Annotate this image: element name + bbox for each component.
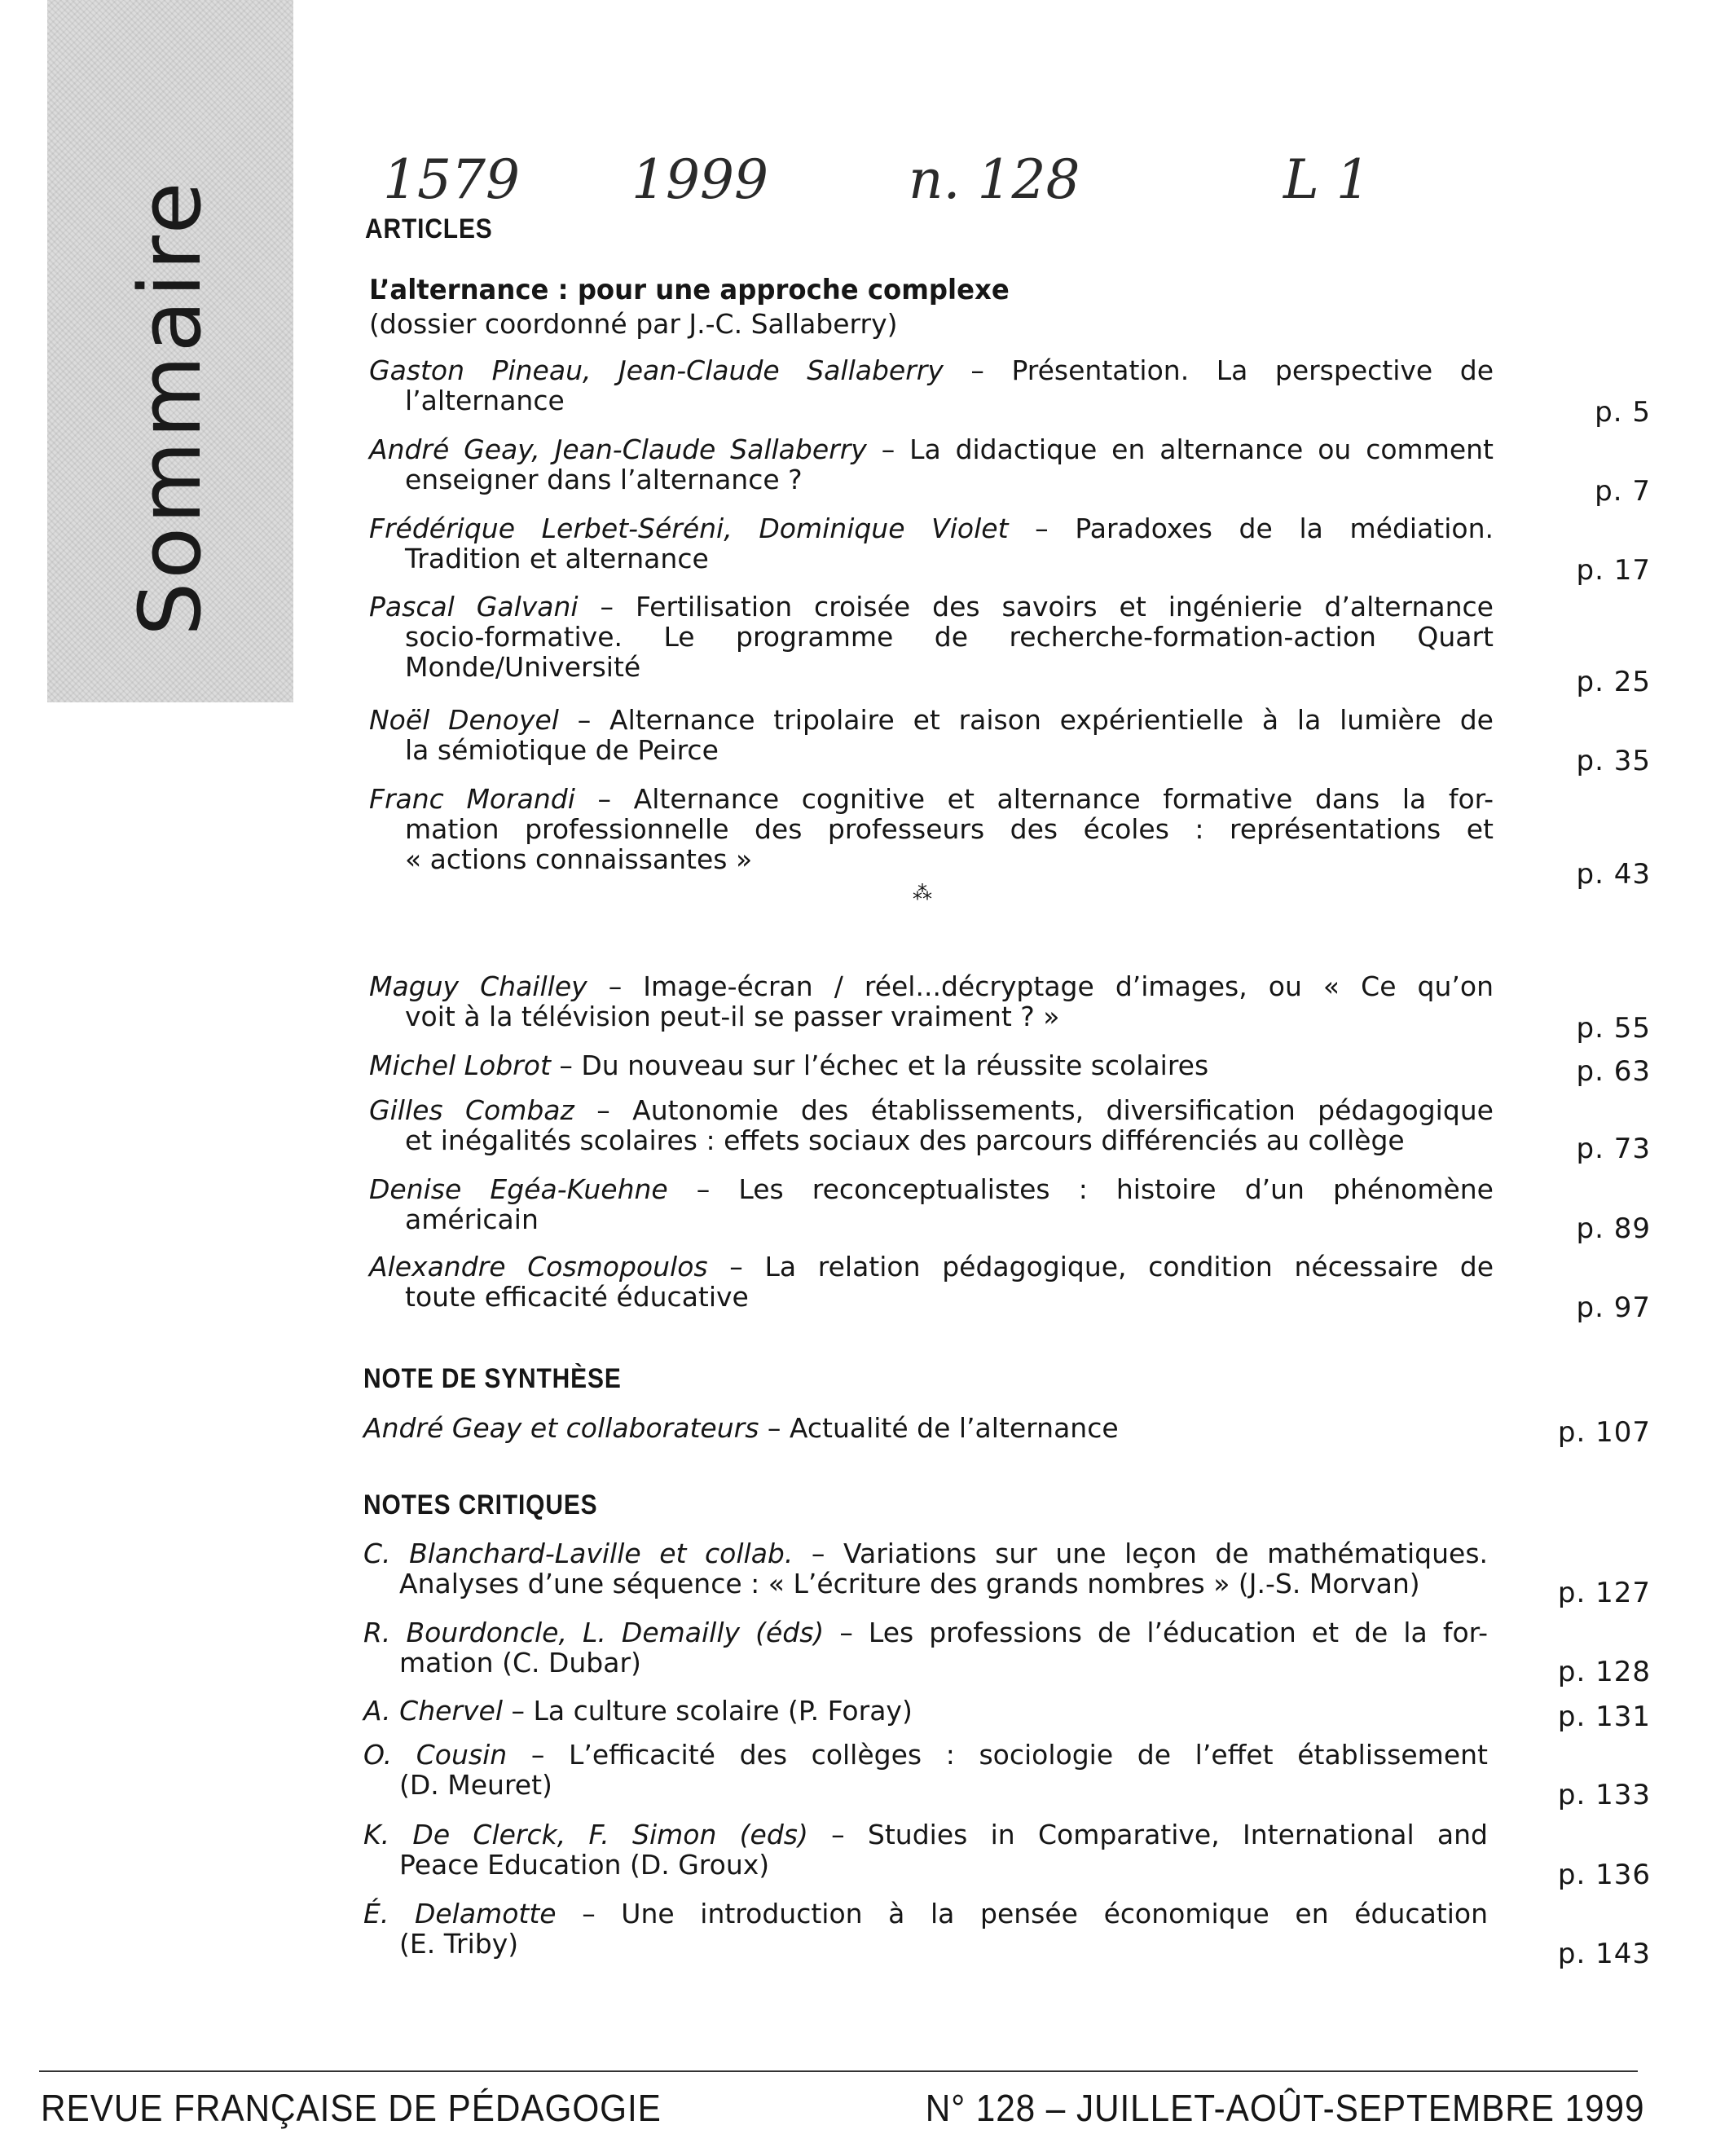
page-number: p. 17 <box>1576 554 1651 587</box>
page-number: p. 89 <box>1576 1212 1651 1245</box>
entry-title-cont: mation professionnelle des professeurs des écoles : représentations et <box>405 813 1494 845</box>
entry-title: – Autonomie des établissements, diversification pédagogique <box>574 1094 1494 1126</box>
entry-author: R. Bourdoncle, L. Demailly (éds) <box>363 1617 825 1648</box>
toc-entry <box>363 1819 1488 1880</box>
entry-title-cont: (E. Triby) <box>399 1928 519 1960</box>
section-heading-critiques: NOTES CRITIQUES <box>363 1489 598 1520</box>
entry-author: André Geay et collaborateurs <box>363 1412 759 1444</box>
entry-title: – Paradoxes de la médiation. <box>1008 513 1494 544</box>
entry-title-cont: l’alternance <box>405 385 565 416</box>
entry-author: A. Chervel <box>363 1695 503 1727</box>
entry-author: Michel Lobrot <box>369 1049 551 1081</box>
page-number: p. 107 <box>1557 1416 1651 1449</box>
entry-author: Franc Morandi <box>369 783 575 815</box>
toc-entry <box>369 513 1494 574</box>
page-number: p. 136 <box>1557 1859 1651 1891</box>
toc-entry <box>369 1252 1494 1312</box>
entry-author: É. Delamotte <box>363 1898 557 1929</box>
toc-entry <box>363 1899 1488 1959</box>
entry-title: – Variations sur une leçon de mathématiques. <box>793 1538 1488 1569</box>
toc-entry <box>363 1617 1488 1678</box>
entry-title: – Alternance cognitive et alternance formative dans la for- <box>574 783 1494 815</box>
page-number: p. 63 <box>1576 1055 1651 1088</box>
entry-title: – La relation pédagogique, condition nécessaire de <box>707 1251 1494 1283</box>
entry-title: – Présentation. La perspective de <box>943 354 1494 386</box>
dossier-title: L’alternance : pour une approche complexe <box>369 274 1010 306</box>
toc-entry <box>369 971 1494 1032</box>
entry-author: Pascal Galvani <box>369 591 579 623</box>
entry-title-cont: américain <box>405 1203 539 1235</box>
section-heading-articles: ARTICLES <box>365 213 493 244</box>
entry-title-cont: Analyses d’une séquence : « L’écriture des grands nombres » (J.-S. Morvan) <box>399 1568 1420 1599</box>
page-number: p. 128 <box>1557 1656 1651 1688</box>
entry-title-cont: la sémiotique de Peirce <box>405 734 719 766</box>
asterism-separator: ⁂ <box>913 882 932 904</box>
handwritten-note-2: 1999 <box>631 148 768 211</box>
entry-author: André Geay, Jean-Claude Sallaberry <box>369 433 867 465</box>
entry-author: Denise Egéa-Kuehne <box>369 1173 668 1205</box>
page-number: p. 131 <box>1557 1701 1651 1733</box>
entry-title-cont: et inégalités scolaires : effets sociaux des parcours différenciés au collège <box>405 1124 1405 1156</box>
entry-title-cont: Tradition et alternance <box>405 543 709 574</box>
footer-rule <box>39 2070 1638 2072</box>
toc-entry <box>369 592 1494 682</box>
entry-title: – Les professions de l’éducation et de la for- <box>824 1617 1488 1648</box>
entry-title: – La didactique en alternance ou comment <box>866 433 1494 465</box>
page-number: p. 133 <box>1557 1779 1651 1811</box>
entry-title: – Alternance tripolaire et raison expérientielle à la lumière de <box>558 704 1494 736</box>
page-number: p. 5 <box>1595 396 1651 429</box>
entry-title: – L’efficacité des collèges : sociologie de l’effet établissement <box>507 1739 1488 1771</box>
toc-entry <box>369 1050 1494 1080</box>
toc-entry <box>363 1538 1488 1599</box>
journal-name: REVUE FRANÇAISE DE PÉDAGOGIE <box>41 2087 662 2129</box>
page-number: p. 7 <box>1595 475 1651 508</box>
page-number: p. 25 <box>1576 666 1651 698</box>
entry-title-cont: enseigner dans l’alternance ? <box>405 464 803 495</box>
issue-info: N° 128 – JUILLET-AOÛT-SEPTEMBRE 1999 <box>925 2087 1644 2129</box>
handwritten-note-3: n. 128 <box>909 148 1080 211</box>
toc-entry <box>363 1696 1488 1726</box>
entry-title: – Les reconceptualistes : histoire d’un phénomène <box>667 1173 1494 1205</box>
toc-entry <box>369 705 1494 765</box>
entry-author: K. De Clerck, F. Simon (eds) <box>363 1819 808 1850</box>
toc-entry <box>369 784 1494 874</box>
entry-title-cont: socio-formative. Le programme de recherche-formation-action Quart <box>405 621 1494 653</box>
entry-author: Noël Denoyel <box>369 704 559 736</box>
entry-title-cont: Monde/Université <box>405 651 641 683</box>
entry-author: Frédérique Lerbet-Séréni, Dominique Violet <box>369 513 1009 544</box>
toc-entry <box>369 434 1494 495</box>
page-number: p. 127 <box>1557 1577 1651 1609</box>
entry-author: Maguy Chailley <box>369 970 587 1002</box>
entry-title: – Image-écran / réel...décryptage d’images, ou « Ce qu’on <box>587 970 1494 1002</box>
toc-entry <box>363 1413 1488 1443</box>
page-number: p. 143 <box>1557 1938 1651 1970</box>
toc-entry <box>369 1095 1494 1155</box>
page-number: p. 43 <box>1576 858 1651 891</box>
entry-title-cont: (D. Meuret) <box>399 1769 552 1801</box>
toc-entry <box>369 1174 1494 1234</box>
toc-entry <box>363 1740 1488 1800</box>
page-number: p. 73 <box>1576 1133 1651 1165</box>
entry-author: Gilles Combaz <box>369 1094 574 1126</box>
entry-title-cont: Peace Education (D. Groux) <box>399 1849 770 1881</box>
entry-title-cont: toute efficacité éducative <box>405 1281 749 1313</box>
page-number: p. 55 <box>1576 1012 1651 1045</box>
handwritten-note-1: 1579 <box>383 148 520 211</box>
entry-title-cont: mation (C. Dubar) <box>399 1647 641 1679</box>
toc-entry <box>369 355 1494 416</box>
entry-title: – Fertilisation croisée des savoirs et ingénierie d’alternance <box>578 591 1494 623</box>
entry-title-cont: « actions connaissantes » <box>405 843 753 875</box>
entry-title: – Du nouveau sur l’échec et la réussite scolaires <box>550 1049 1209 1081</box>
band-title: Sommaire <box>121 178 220 636</box>
page-number: p. 97 <box>1576 1291 1651 1324</box>
entry-author: Alexandre Cosmopoulos <box>369 1251 708 1283</box>
entry-title-cont: voit à la télévision peut-il se passer vraiment ? » <box>405 1001 1060 1032</box>
entry-title: – La culture scolaire (P. Foray) <box>503 1695 913 1727</box>
page-number: p. 35 <box>1576 745 1651 777</box>
entry-author: O. Cousin <box>363 1739 508 1771</box>
entry-title: – Actualité de l’alternance <box>759 1412 1119 1444</box>
entry-title: – Une introduction à la pensée économique en éducation <box>556 1898 1488 1929</box>
handwritten-note-4: L 1 <box>1283 148 1371 211</box>
section-heading-synthese: NOTE DE SYNTHÈSE <box>363 1363 622 1394</box>
entry-author: Gaston Pineau, Jean-Claude Sallaberry <box>369 354 944 386</box>
dossier-note: (dossier coordonné par J.-C. Sallaberry) <box>369 308 898 340</box>
entry-title: – Studies in Comparative, International and <box>807 1819 1488 1850</box>
entry-author: C. Blanchard-Laville et collab. <box>363 1538 794 1569</box>
